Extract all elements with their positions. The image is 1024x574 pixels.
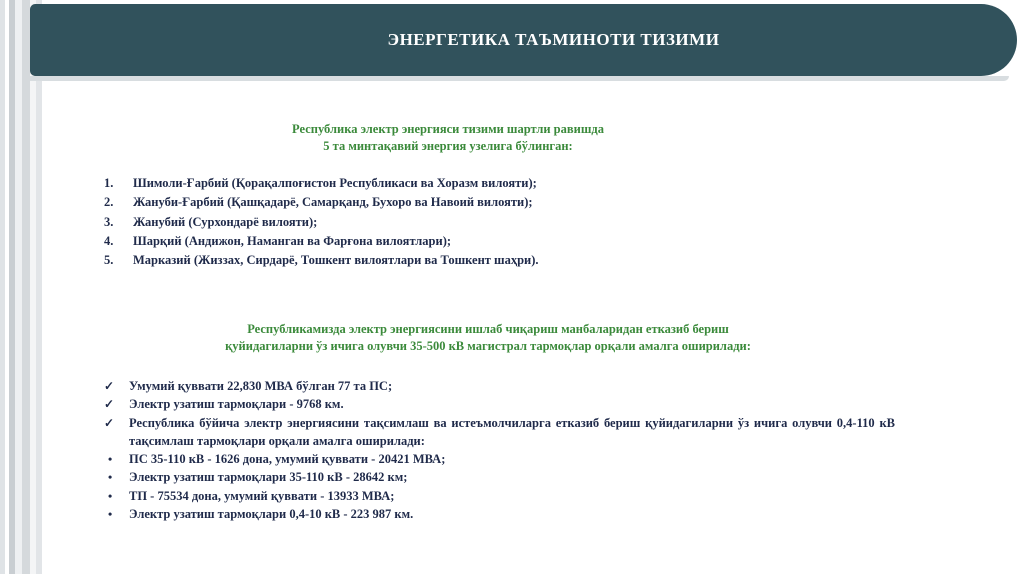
grid-facts-list [104,377,895,523]
item-text: Шарқий (Андижон, Наманган ва Фарғона вилоятлари); [133,233,452,248]
item-text: Жанубий (Сурхондарё вилояти); [133,214,318,229]
section2-heading-line1: Республикамизда электр энергиясини ишлаб чиқариш манбаларидан етказиб бериш [247,322,729,336]
item-text: Электр узатиш тармоқлари - 9768 км. [129,397,344,412]
item-number: 4. [104,233,114,248]
list-item [104,450,895,468]
item-text: Жануби-Ғарбий (Қашқадарё, Самарқанд, Бухоро ва Навоий вилояти); [133,195,533,210]
checkmark-icon: ✓ [104,415,115,430]
item-text: Электр узатиш тармоқлари 0,4-10 кВ - 223 987 км. [129,507,414,522]
section2-heading-line2: қуйидагиларни ўз ичига олувчи 35-500 кВ магистрал тармоқлар орқали амалга оширилади: [225,339,751,353]
checkmark-icon: ✓ [104,397,115,412]
item-number: 1. [104,176,114,190]
list-item [104,377,895,395]
section1-heading-line2: 5 та минтақавий энергия узелига бўлинган: [323,139,573,153]
item-number: 2. [104,195,114,210]
bullet-icon: • [108,470,113,485]
list-item [104,193,539,212]
item-text: Электр узатиш тармоқлари 35-110 кВ - 28642 км; [129,470,408,485]
page-title: ЭНЕРГЕТИКА ТАЪМИНОТИ ТИЗИМИ [387,30,720,49]
list-item [104,232,539,251]
list-item [104,213,539,232]
item-number: 3. [104,214,114,229]
list-item [104,414,895,451]
item-text: Умумий қуввати 22,830 МВА бўлган 77 та ПС; [129,379,393,393]
bullet-icon: • [108,507,113,522]
section1-heading [0,121,960,155]
item-text: Республика бўйича электр энергиясини тақсимлаш ва истеъмолчиларга етказиб бериш қуйидагиларни ўз ичига олувчи 0,4-110 кВ тақсимлаш тармоқлари орқали амалга оширилади: [129,415,895,448]
bullet-icon: • [108,488,113,503]
regions-list [104,174,539,270]
list-item [104,487,895,505]
item-text: ТП - 75534 дона, умумий қуввати - 13933 МВА; [129,488,395,503]
list-item [104,468,895,486]
section2-heading [0,321,1000,355]
left-decorative-stripes [0,0,42,574]
item-text: Шимоли-Ғарбий (Қорақалпоғистон Республикаси ва Хоразм вилояти); [133,176,537,190]
title-bar [30,4,1017,76]
section1-heading-line1: Республика электр энергияси тизими шартли равишда [292,122,604,136]
item-text: Марказий (Жиззах, Сирдарё, Тошкент вилоятлари ва Тошкент шаҳри). [133,253,539,268]
list-item [104,395,895,413]
list-item [104,174,539,193]
checkmark-icon: ✓ [104,379,115,393]
list-item [104,251,539,270]
bullet-icon: • [108,452,113,467]
title-bar-shadow [30,76,1009,81]
item-number: 5. [104,253,114,268]
item-text: ПС 35-110 кВ - 1626 дона, умумий қуввати - 20421 МВА; [129,452,446,467]
list-item [104,505,895,523]
